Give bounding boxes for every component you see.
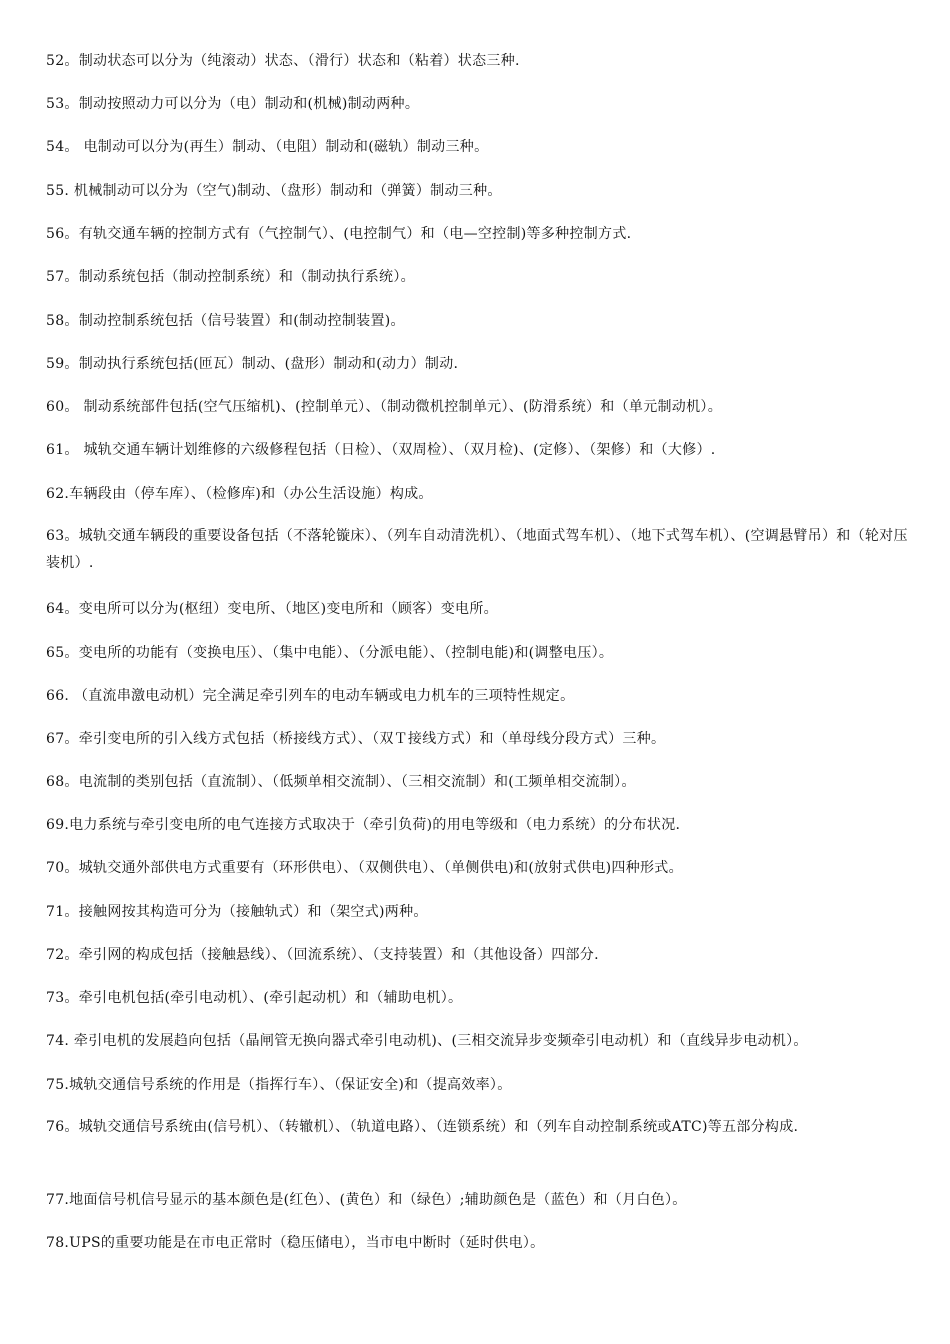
text-line-53: 53。制动按照动力可以分为（电）制动和(机械)制动两种。 — [46, 96, 420, 112]
text-line-77: 77.地面信号机信号显示的基本颜色是(红色）、(黄色）和（绿色）;辅助颜色是（蓝色）和（月白色）。 — [46, 1192, 687, 1208]
text-line-67: 67。牵引变电所的引入线方式包括（桥接线方式）、（双Ｔ接线方式）和（单母线分段方式）三种。 — [46, 731, 666, 747]
text-line-63: 63。城轨交通车辆段的重要设备包括（不落轮镟床）、（列车自动清洗机）、（地面式驾车机）、（地下式驾车机）、(空调悬臂吊）和（轮对压装机）. — [46, 528, 908, 571]
text-line-60: 60。 制动系统部件包括(空气压缩机)、(控制单元）、（制动微机控制单元）、(防滑系统）和（单元制动机）。 — [46, 399, 723, 415]
text-line-68: 68。电流制的类别包括（直流制）、（低频单相交流制）、（三相交流制）和(工频单相交流制）。 — [46, 774, 636, 790]
text-line-74: 74. 牵引电机的发展趋向包括（晶闸管无换向器式牵引电动机)、(三相交流异步变频牵引电动机）和（直线异步电动机）。 — [46, 1033, 808, 1049]
text-line-75: 75.城轨交通信号系统的作用是（指挥行车）、（保证安全)和（提高效率）。 — [46, 1077, 512, 1093]
text-line-76: 76。城轨交通信号系统由(信号机）、（转辙机）、（轨道电路）、（连锁系统）和（列车自动控制系统或ATC)等五部分构成. — [46, 1119, 799, 1135]
text-line-69: 69.电力系统与牵引变电所的电气连接方式取决于（牵引负荷)的用电等级和（电力系统）的分布状况. — [46, 817, 681, 833]
text-line-52: 52。制动状态可以分为（纯滚动）状态、（滑行）状态和（粘着）状态三种. — [46, 53, 520, 69]
text-line-70: 70。城轨交通外部供电方式重要有（环形供电）、（双侧供电）、（单侧供电)和(放射式供电)四种形式。 — [46, 860, 683, 876]
text-line-72: 72。牵引网的构成包括（接触悬线）、（回流系统）、（支持装置）和（其他设备）四部分. — [46, 947, 599, 963]
text-line-65: 65。变电所的功能有（变换电压）、（集中电能）、（分派电能）、（控制电能)和(调整电压）。 — [46, 645, 614, 661]
text-line-57: 57。制动系统包括（制动控制系统）和（制动执行系统）。 — [46, 269, 415, 285]
text-line-54: 54。 电制动可以分为(再生）制动、（电阻）制动和(磁轨）制动三种。 — [46, 139, 489, 155]
text-line-56: 56。有轨交通车辆的控制方式有（气控制气）、(电控制气）和（电—空控制)等多种控制方式. — [46, 226, 632, 242]
text-line-78: 78.UPS的重要功能是在市电正常时（稳压储电），当市电中断时（延时供电）。 — [46, 1235, 545, 1251]
text-line-62: 62.车辆段由（停车库）、（检修库)和（办公生活设施）构成。 — [46, 486, 433, 502]
text-line-55: 55. 机械制动可以分为（空气)制动、（盘形）制动和（弹簧）制动三种。 — [46, 183, 502, 199]
text-line-58: 58。制动控制系统包括（信号装置）和(制动控制装置)。 — [46, 313, 405, 329]
text-line-73: 73。牵引电机包括(牵引电动机）、(牵引起动机）和（辅助电机）。 — [46, 990, 463, 1006]
text-line-71: 71。接触网按其构造可分为（接触轨式）和（架空式)两种。 — [46, 904, 428, 920]
text-line-66: 66. （直流串激电动机）完全满足牵引列车的电动车辆或电力机车的三项特性规定。 — [46, 688, 575, 704]
text-line-59: 59。制动执行系统包括(匝瓦）制动、(盘形）制动和(动力）制动. — [46, 356, 459, 372]
text-line-64: 64。变电所可以分为(枢纽）变电所、（地区)变电所和（顾客）变电所。 — [46, 601, 498, 617]
text-line-61: 61。 城轨交通车辆计划维修的六级修程包括（日检）、（双周检）、（双月检)、(定修）、（架修）和（大修）. — [46, 442, 716, 458]
